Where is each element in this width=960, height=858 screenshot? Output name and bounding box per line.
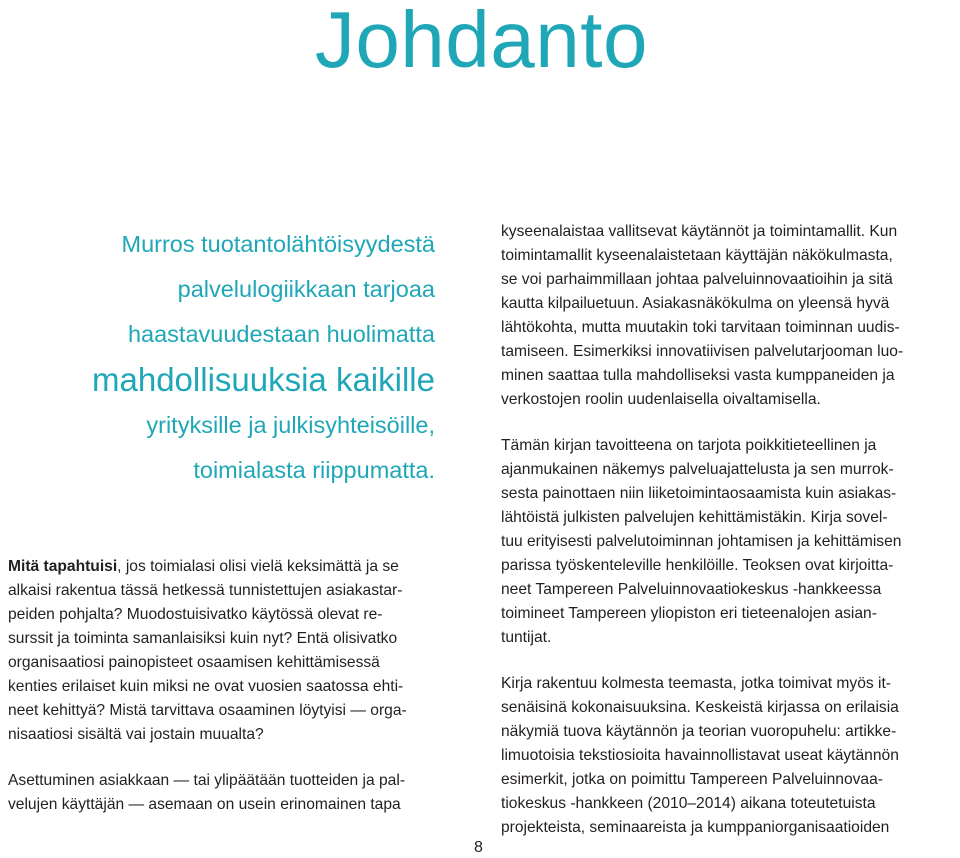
text-line: limuotoisia tekstiosioita havainnollistavat useat käytännön [501, 747, 899, 764]
text-line: verkostojen roolin uudenlaisella oivaltamisella. [501, 391, 821, 408]
text-line: senäisinä kokonaisuuksina. Keskeistä kirjassa on erilaisia [501, 699, 899, 716]
pull-quote-line: Murros tuotantolähtöisyydestä [121, 231, 435, 257]
text-line: neet kehittyä? Mistä tarvittava osaaminen löytyisi — orga- [8, 702, 407, 719]
pull-quote-line: toimialasta riippumatta. [193, 457, 435, 483]
text-line [8, 555, 458, 579]
text-line: parissa työskenteleville henkilöille. Teoksen ovat kirjoitta- [501, 557, 894, 574]
paragraph [501, 434, 956, 650]
bold-lead: Mitä tapahtuisi [8, 558, 118, 575]
text-line: lähtökohta, mutta muutakin toki tarvitaan toiminnan uudis- [501, 319, 900, 336]
text-line: näkymiä tuova käytännön ja teorian vuoropuhelu: artikke- [501, 723, 897, 740]
text-line: tuu erityisesti palvelutoiminnan johtamisen ja kehittämisen [501, 533, 902, 550]
text-line: kyseenalaistaa vallitsevat käytännöt ja toimintamallit. Kun [501, 223, 898, 240]
page-number: 8 [474, 839, 483, 856]
text-line: neet Tampereen Palveluinnovaatiokeskus -hankkeessa [501, 581, 882, 598]
left-text-column [8, 555, 458, 817]
paragraph [8, 555, 458, 747]
text-line: peiden pohjalta? Muodostuisivatko käytössä olevat re- [8, 606, 383, 623]
text-line: surssit ja toiminta samanlaisiksi kuin nyt? Entä olisivatko [8, 630, 398, 647]
text-line: projekteista, seminaareista ja kumppaniorganisaatioiden [501, 819, 890, 836]
paragraph [8, 769, 458, 817]
pull-quote-line: yrityksille ja julkisyhteisöille, [146, 412, 435, 438]
paragraph [501, 220, 956, 412]
text-line: esimerkit, jotka on poimittu Tampereen Palveluinnovaa- [501, 771, 883, 788]
text-line: tamiseen. Esimerkiksi innovatiivisen palvelutarjooman luo- [501, 343, 904, 360]
text-line: velujen käyttäjän — asemaan on usein erinomainen tapa [8, 796, 401, 813]
text-line: toimineet Tampereen yliopiston eri tieteenalojen asian- [501, 605, 877, 622]
text-line: lähtöistä julkisten palvelujen kehittämistäkin. Kirja sovel- [501, 509, 888, 526]
text-line: tiokeskus -hankkeen (2010–2014) aikana toteutetuista [501, 795, 876, 812]
pull-quote [10, 222, 435, 493]
paragraph [501, 672, 956, 840]
text-line: Kirja rakentuu kolmesta teemasta, jotka toimivat myös it- [501, 675, 891, 692]
text-line: kenties erilaiset kuin miksi ne ovat vuosien saatossa ehti- [8, 678, 404, 695]
page-title: Johdanto [314, 0, 648, 84]
text-line: se voi parhaimmillaan johtaa palveluinnovaatioihin ja sitä [501, 271, 893, 288]
right-text-column [501, 220, 956, 840]
pull-quote-line: palvelulogiikkaan tarjoaa [177, 276, 435, 302]
text-line: alkaisi rakentua tässä hetkessä tunnistettujen asiakastar- [8, 582, 403, 599]
text-line: toimintamallit kyseenalaistetaan käyttäjän näkökulmasta, [501, 247, 893, 264]
pull-quote-line: haastavuudestaan huolimatta [127, 321, 435, 347]
text-line: Tämän kirjan tavoitteena on tarjota poikkitieteellinen ja [501, 437, 877, 454]
text-line: nisaatiosi sisältä vai jostain muualta? [8, 726, 264, 743]
text-line: organisaatiosi painopisteet osaamisen kehittämisessä [8, 654, 380, 671]
text-line: kautta kilpailuetuun. Asiakasnäkökulma on yleensä hyvä [501, 295, 890, 312]
text-line: tuntijat. [501, 629, 552, 646]
text-line: minen saattaa tulla mahdolliseksi vasta kumppaneiden ja [501, 367, 895, 384]
text-line: sesta painottaen niin liiketoimintaosaamista kuin asiakas- [501, 485, 897, 502]
text-line: Asettuminen asiakkaan — tai ylipäätään tuotteiden ja pal- [8, 772, 406, 789]
text-line: ajanmukainen näkemys palveluajattelusta ja sen murrok- [501, 461, 894, 478]
text-fragment: , jos toimialasi olisi vielä keksimättä ja se [117, 558, 399, 575]
pull-quote-emphasis-line: mahdollisuuksia kaikille [92, 361, 435, 398]
